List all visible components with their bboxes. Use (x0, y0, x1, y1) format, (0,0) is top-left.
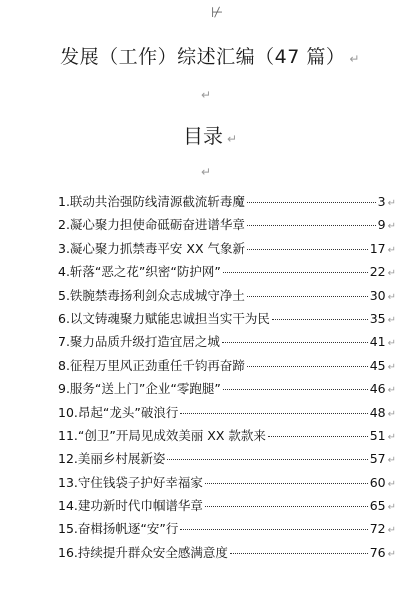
toc-entry-title: 10.昂起“龙头”破浪行 (58, 404, 179, 420)
toc-entry-page: 57 (369, 451, 386, 467)
toc-entry-page: 17 (369, 240, 386, 256)
paragraph-mark-icon: ↵ (387, 502, 396, 514)
toc-leader-dots (167, 459, 367, 460)
toc-entry[interactable] (58, 286, 396, 309)
toc-entry-page: 45 (369, 357, 386, 373)
toc-entry-page: 3 (377, 194, 386, 209)
toc-entry[interactable] (58, 356, 396, 379)
paragraph-mark-icon: ↵ (201, 165, 212, 179)
toc-leader-dots (205, 506, 368, 507)
toc-leader-dots (247, 296, 368, 297)
toc-entry-title: 5.铁腕禁毒扬利剑众志成城守净土 (58, 287, 245, 303)
toc-entry-page: 35 (369, 310, 386, 326)
paragraph-mark-icon: ↵ (387, 408, 396, 420)
toc-entry-title: 6.以文铸魂聚力赋能忠诚担当实干为民 (58, 310, 270, 326)
toc-entry[interactable] (58, 262, 396, 285)
toc-entry-page: 9 (377, 217, 386, 233)
toc-heading-text: 目录 (182, 124, 223, 148)
paragraph-mark-icon: ↵ (226, 132, 238, 146)
toc-entry-title: 3.凝心聚力抓禁毒平安 XX 气象新 (58, 240, 246, 256)
toc-list (58, 192, 396, 566)
paragraph-mark-icon: ↵ (387, 268, 396, 280)
toc-leader-dots (247, 249, 368, 250)
paragraph-mark-icon: ↵ (387, 291, 396, 303)
toc-entry-title: 8.征程万里风正劲重任千钧再奋蹄 (58, 357, 245, 373)
toc-entry-page: 65 (369, 498, 386, 514)
toc-leader-dots (180, 413, 367, 414)
toc-leader-dots (230, 553, 368, 554)
toc-entry-page: 76 (369, 544, 386, 560)
paragraph-mark-icon: ↵ (387, 548, 396, 560)
paragraph-mark-icon: ↵ (387, 385, 396, 397)
toc-entry-title: 4.斩落“恶之花”织密“防护网” (58, 264, 221, 280)
paragraph-mark-icon: ↵ (387, 455, 396, 467)
toc-entry[interactable] (58, 426, 396, 449)
toc-entry-title: 13.守住钱袋子护好幸福家 (58, 474, 203, 490)
toc-entry[interactable] (58, 543, 396, 566)
text-cursor-mark: ⊬ (211, 5, 224, 21)
toc-entry[interactable] (58, 192, 396, 215)
toc-entry[interactable] (58, 215, 396, 238)
toc-entry-page: 30 (369, 287, 386, 303)
toc-entry-page: 60 (369, 474, 386, 490)
paragraph-mark-icon: ↵ (201, 88, 212, 102)
paragraph-mark-icon: ↵ (387, 478, 396, 490)
toc-entry-title: 2.凝心聚力担使命砥砺奋进谱华章 (58, 217, 245, 233)
toc-entry-page: 46 (369, 381, 386, 397)
paragraph-mark-icon: ↵ (387, 221, 396, 233)
toc-leader-dots (247, 225, 376, 226)
toc-entry-page: 72 (369, 521, 386, 537)
toc-leader-dots (222, 342, 368, 343)
toc-entry[interactable] (58, 332, 396, 355)
toc-entry[interactable] (58, 309, 396, 332)
paragraph-mark-icon: ↵ (387, 198, 396, 209)
document-title-text: 发展（工作）综述汇编（47 篇） (60, 46, 346, 68)
toc-entry-title: 11.“创卫”开局见成效美丽 XX 款款来 (58, 427, 266, 443)
toc-leader-dots (223, 272, 368, 273)
toc-entry-title: 14.建功新时代巾帼谱华章 (58, 498, 203, 514)
toc-entry-page: 22 (369, 264, 386, 280)
toc-leader-dots (205, 483, 368, 484)
toc-entry-title: 16.持续提升群众安全感满意度 (58, 544, 228, 560)
paragraph-mark-icon: ↵ (387, 244, 396, 256)
toc-entry[interactable] (58, 496, 396, 519)
toc-entry-title: 12.美丽乡村展新姿 (58, 451, 166, 467)
toc-entry[interactable] (58, 473, 396, 496)
toc-entry-title: 1.联动共治强防线清源截流斩毒魔 (58, 194, 245, 209)
toc-entry-page: 48 (369, 404, 386, 420)
paragraph-mark-icon: ↵ (349, 52, 360, 66)
paragraph-mark-icon: ↵ (387, 431, 396, 443)
toc-entry-page: 41 (369, 334, 386, 350)
toc-entry[interactable] (58, 449, 396, 472)
toc-leader-dots (223, 389, 368, 390)
toc-entry-title: 15.奋楫扬帆逐“安”行 (58, 521, 179, 537)
toc-entry[interactable] (58, 239, 396, 262)
toc-entry[interactable] (58, 379, 396, 402)
paragraph-mark-icon: ↵ (387, 525, 396, 537)
toc-leader-dots (268, 436, 368, 437)
toc-entry[interactable] (58, 403, 396, 426)
paragraph-mark-icon: ↵ (387, 361, 396, 373)
toc-heading (0, 120, 420, 149)
toc-leader-dots (247, 202, 376, 203)
toc-entry[interactable] (58, 519, 396, 542)
paragraph-mark-icon: ↵ (387, 338, 396, 350)
toc-leader-dots (180, 529, 367, 530)
toc-leader-dots (272, 319, 368, 320)
toc-entry-title: 7.聚力品质升级打造宜居之城 (58, 334, 220, 350)
toc-entry-title: 9.服务“送上门”企业“零跑腿” (58, 381, 221, 397)
toc-entry-page: 51 (369, 427, 386, 443)
toc-leader-dots (247, 366, 368, 367)
document-title (0, 42, 420, 69)
paragraph-mark-icon: ↵ (387, 314, 396, 326)
